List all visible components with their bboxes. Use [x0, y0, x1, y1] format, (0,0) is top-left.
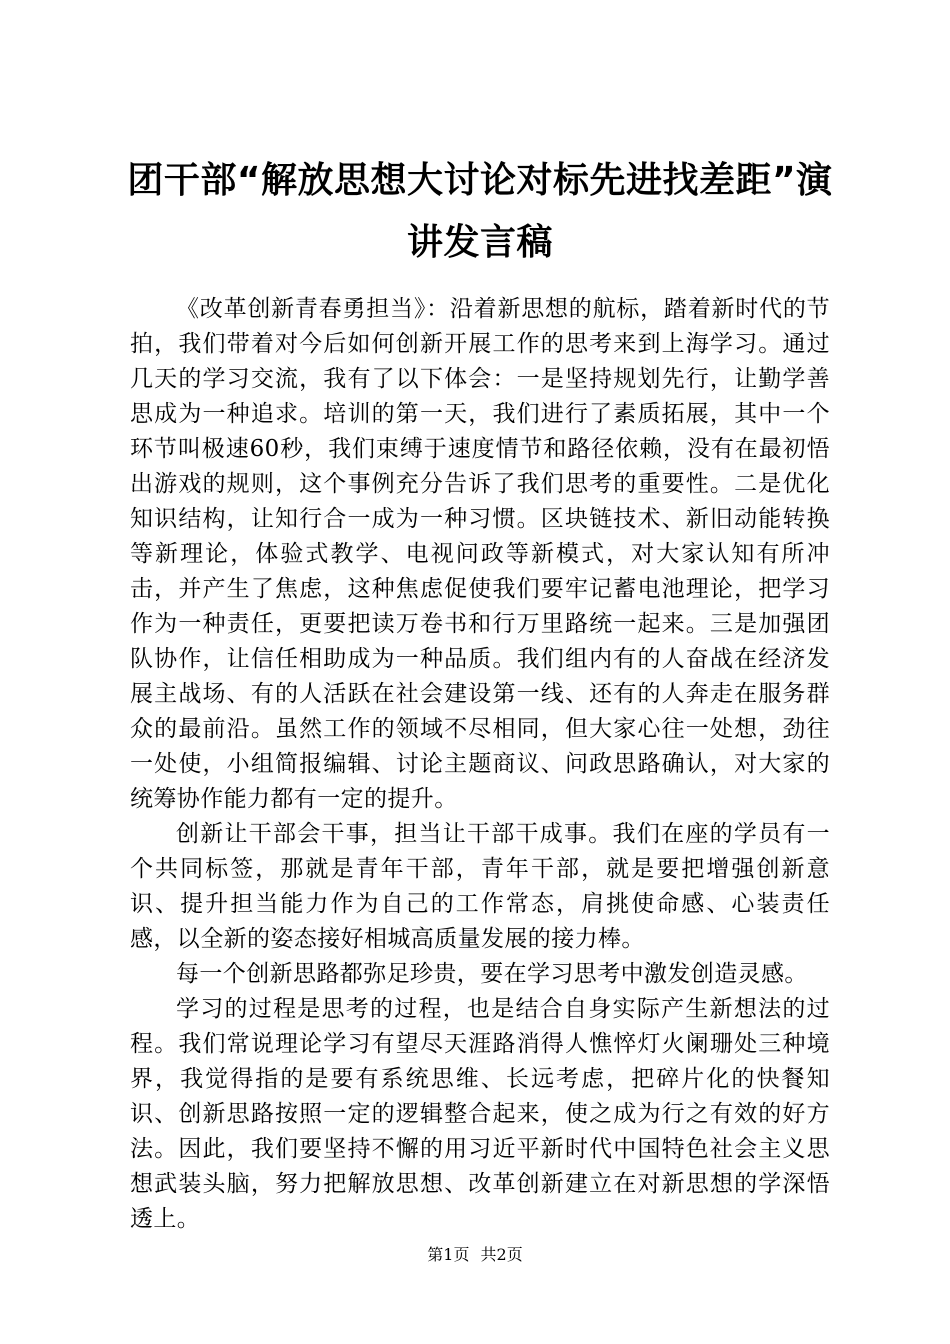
page-footer	[0, 1244, 950, 1266]
page-number: 第1页	[427, 1245, 470, 1264]
paragraph-2: 创新让干部会干事，担当让干部干成事。我们在座的学员有一个共同标签，那就是青年干部，青年干部，就是要把增强创新意识、提升担当能力作为自己的工作常态，肩挑使命感、心装责任感，以全新的姿态接好相城高质量发展的接力棒。	[130, 821, 830, 952]
paragraph-1: 《改革创新青春勇担当》：沿着新思想的航标，踏着新时代的节拍，我们带着对今后如何创新开展工作的思考来到上海学习。通过几天的学习交流，我有了以下体会：一是坚持规划先行，让勤学善思成为一种追求。培训的第一天，我们进行了素质拓展，其中一个环节叫极速60秒，我们束缚于速度情节和路径依赖，没有在最初悟出游戏的规则，这个事例充分告诉了我们思考的重要性。二是优化知识结构，让知行合一成为一种习惯。区块链技术、新旧动能转换等新理论，体验式教学、电视问政等新模式，对大家认知有所冲击，并产生了焦虑，这种焦虑促使我们要牢记蓄电池理论，把学习作为一种责任，更要把读万卷书和行万里路统一起来。三是加强团队协作，让信任相助成为一种品质。我们组内有的人奋战在经济发展主战场、有的人活跃在社会建设第一线、还有的人奔走在服务群众的最前沿。虽然工作的领域不尽相同，但大家心往一处想，劲往一处使，小组简报编辑、讨论主题商议、问政思路确认，对大家的统筹协作能力都有一定的提升。	[130, 296, 830, 812]
paragraph-4: 学习的过程是思考的过程，也是结合自身实际产生新想法的过程。我们常说理论学习有望尽天涯路消得人憔悴灯火阑珊处三种境界，我觉得指的是要有系统思维、长远考虑，把碎片化的快餐知识、创新思路按照一定的逻辑整合起来，使之成为行之有效的好方法。因此，我们要坚持不懈的用习近平新时代中国特色社会主义思想武装头脑，努力把解放思想、改革创新建立在对新思想的学深悟透上。	[130, 996, 830, 1232]
paragraph-3: 每一个创新思路都弥足珍贵，要在学习思考中激发创造灵感。	[176, 961, 808, 987]
page-total: 共2页	[480, 1245, 523, 1264]
document-title: 团干部“解放思想大讨论对标先进找差距”演讲发言稿	[127, 160, 833, 263]
document-body	[130, 292, 830, 1237]
